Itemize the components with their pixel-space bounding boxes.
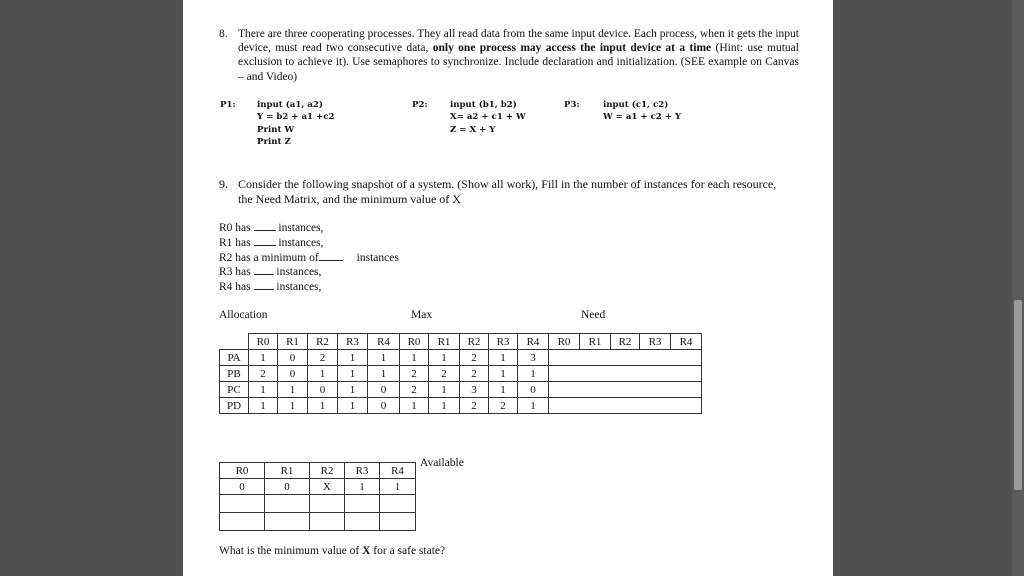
answer-blank[interactable] <box>254 280 274 290</box>
question-8-text-part1: There are three cooperating processes. They all read data from the same input device. Each process, when it gets the input device, must read two consecutive data, <box>238 28 799 55</box>
allocation-cell: 0 <box>368 398 400 414</box>
max-cell: 2 <box>460 366 489 382</box>
resource-line-r0 <box>219 221 323 234</box>
allocation-cell: 0 <box>368 382 400 398</box>
header-cell: R4 <box>671 334 702 350</box>
max-cell: 2 <box>489 398 518 414</box>
available-value-cell: X <box>310 479 345 495</box>
table-header-row <box>220 334 702 350</box>
p3-label: P3: <box>564 100 580 110</box>
resource-label: R0 has <box>219 222 251 234</box>
p2-line: X= a2 + c1 + W <box>450 112 526 123</box>
resource-label: R4 has <box>219 281 251 293</box>
allocation-cell: 1 <box>338 366 368 382</box>
max-cell: 1 <box>518 366 549 382</box>
question-8-number: 8. <box>219 28 228 40</box>
resource-line-r4 <box>219 280 321 293</box>
resource-line-r1 <box>219 236 323 249</box>
header-cell: R0 <box>400 334 429 350</box>
table-row <box>220 382 702 398</box>
corner-cell <box>220 334 249 350</box>
p1-line: Print Z <box>257 137 291 148</box>
resource-label: R3 has <box>219 266 251 278</box>
resource-suffix: instances, <box>278 222 324 234</box>
max-cell: 1 <box>489 350 518 366</box>
header-cell: R4 <box>368 334 400 350</box>
header-cell: R0 <box>249 334 278 350</box>
max-cell: 2 <box>460 398 489 414</box>
max-cell: 1 <box>429 398 460 414</box>
process-name: PB <box>220 366 249 382</box>
answer-blank[interactable] <box>254 236 276 246</box>
allocation-cell: 1 <box>308 398 338 414</box>
scrollbar[interactable] <box>1012 0 1024 576</box>
max-cell: 1 <box>400 350 429 366</box>
question-8-text-part2: (Hint: use mutual exclusion to achieve it). Use semaphores to synchronize. Include declaration and initialization. (SEE example on Canvas – and Video) <box>238 42 799 83</box>
available-empty-row[interactable] <box>220 495 416 513</box>
allocation-cell: 2 <box>308 350 338 366</box>
min-x-question <box>219 545 445 557</box>
header-cell: R1 <box>429 334 460 350</box>
document-page <box>183 0 833 576</box>
scrollbar-thumb[interactable] <box>1014 300 1022 490</box>
table-row <box>220 398 702 414</box>
p1-line: Print W <box>257 124 295 135</box>
available-header-cell: R4 <box>380 463 416 479</box>
allocation-cell: 1 <box>249 382 278 398</box>
max-cell: 1 <box>400 398 429 414</box>
max-cell: 2 <box>400 382 429 398</box>
max-cell: 3 <box>518 350 549 366</box>
available-header-cell: R0 <box>220 463 265 479</box>
answer-blank[interactable] <box>254 265 274 275</box>
max-cell: 1 <box>518 398 549 414</box>
allocation-cell: 1 <box>338 350 368 366</box>
p2-line: Z = X + Y <box>450 124 496 135</box>
allocation-cell: 1 <box>338 398 368 414</box>
header-cell: R4 <box>518 334 549 350</box>
question-text-end: for a safe state? <box>370 545 446 557</box>
process-name: PA <box>220 350 249 366</box>
snapshot-table <box>219 333 702 414</box>
resource-label: R1 has <box>219 237 251 249</box>
process-name: PC <box>220 382 249 398</box>
allocation-cell: 0 <box>278 350 308 366</box>
question-9-text: Consider the following snapshot of a system. (Show all work), Fill in the number of instances for each resource, the Need Matrix, and the minimum value of X <box>238 177 777 206</box>
allocation-cell: 1 <box>278 398 308 414</box>
available-values-row <box>220 479 416 495</box>
resource-line-r2 <box>219 251 399 264</box>
max-cell: 0 <box>518 382 549 398</box>
max-cell: 2 <box>460 350 489 366</box>
header-cell: R1 <box>278 334 308 350</box>
resource-suffix: instances, <box>278 237 324 249</box>
header-cell: R3 <box>489 334 518 350</box>
available-value-cell: 0 <box>265 479 310 495</box>
allocation-cell: 1 <box>249 398 278 414</box>
p2-label: P2: <box>412 100 428 110</box>
header-cell: R2 <box>611 334 640 350</box>
allocation-cell: 1 <box>308 366 338 382</box>
available-empty-row[interactable] <box>220 513 416 531</box>
header-cell: R2 <box>460 334 489 350</box>
resource-suffix: instances <box>356 252 399 264</box>
need-cells-empty[interactable] <box>549 350 702 366</box>
allocation-cell: 1 <box>368 350 400 366</box>
allocation-cell: 1 <box>368 366 400 382</box>
question-8 <box>219 27 799 84</box>
question-9-number: 9. <box>219 177 228 191</box>
max-cell: 1 <box>429 350 460 366</box>
available-table <box>219 462 416 531</box>
p2-code <box>450 99 526 136</box>
available-value-cell: 1 <box>345 479 380 495</box>
header-cell: R0 <box>549 334 580 350</box>
max-cell: 2 <box>400 366 429 382</box>
header-cell: R3 <box>338 334 368 350</box>
need-cells-empty[interactable] <box>549 398 702 414</box>
available-header-cell: R3 <box>345 463 380 479</box>
header-cell: R3 <box>640 334 671 350</box>
answer-blank[interactable] <box>319 251 343 261</box>
max-cell: 1 <box>429 382 460 398</box>
table-row <box>220 350 702 366</box>
max-label: Max <box>411 309 433 321</box>
need-cells-empty[interactable] <box>549 366 702 382</box>
question-9 <box>219 177 779 207</box>
allocation-cell: 1 <box>338 382 368 398</box>
allocation-cell: 1 <box>278 382 308 398</box>
p3-line: input (c1, c2) <box>603 100 669 110</box>
question-8-text-bold: only one process may access the input device at a time <box>432 42 712 55</box>
need-label: Need <box>581 309 606 321</box>
question-variable: X <box>362 545 371 557</box>
p2-line: input (b1, b2) <box>450 100 517 110</box>
p1-code <box>257 99 334 149</box>
process-name: PD <box>220 398 249 414</box>
answer-blank[interactable] <box>254 221 276 231</box>
need-cells-empty[interactable] <box>549 382 702 398</box>
max-cell: 3 <box>460 382 489 398</box>
question-text: What is the minimum value of <box>219 545 363 557</box>
max-cell: 1 <box>489 366 518 382</box>
available-header-cell: R1 <box>265 463 310 479</box>
table-row <box>220 366 702 382</box>
p1-label: P1: <box>220 100 236 110</box>
available-value-cell: 1 <box>380 479 416 495</box>
max-cell: 2 <box>429 366 460 382</box>
allocation-cell: 0 <box>278 366 308 382</box>
header-cell: R1 <box>580 334 611 350</box>
available-label: Available <box>420 457 464 469</box>
resource-suffix: instances, <box>276 266 322 278</box>
resource-line-r3 <box>219 265 321 278</box>
resource-suffix: instances, <box>276 281 322 293</box>
available-value-cell: 0 <box>220 479 265 495</box>
question-8-text <box>238 27 799 84</box>
available-header-row <box>220 463 416 479</box>
p3-code <box>603 99 681 124</box>
allocation-cell: 1 <box>249 350 278 366</box>
allocation-cell: 2 <box>249 366 278 382</box>
p3-line: W = a1 + c2 + Y <box>603 112 682 123</box>
allocation-label: Allocation <box>219 309 268 321</box>
max-cell: 1 <box>489 382 518 398</box>
allocation-cell: 0 <box>308 382 338 398</box>
p1-line: input (a1, a2) <box>257 100 323 110</box>
resource-label: R2 has a minimum of <box>219 252 319 264</box>
available-header-cell: R2 <box>310 463 345 479</box>
header-cell: R2 <box>308 334 338 350</box>
p1-line: Y = b2 + a1 +c2 <box>257 112 335 123</box>
